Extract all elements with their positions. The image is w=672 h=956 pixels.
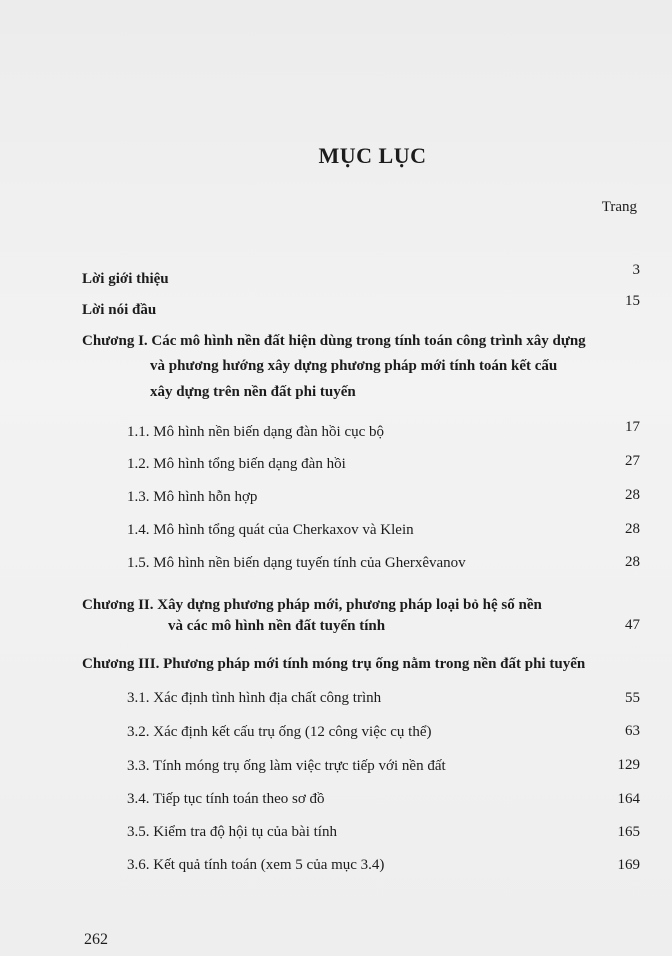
toc-entry-intro: Lời giới thiệu xyxy=(82,271,169,287)
toc-page-chapter-2: 47 xyxy=(625,617,640,633)
toc-section-3-3: 3.3. Tính móng trụ ống làm việc trực tiếp với nền đất xyxy=(127,758,446,774)
chapter-2-heading-line-2: và các mô hình nền đất tuyến tính xyxy=(168,618,386,634)
toc-section-1-5: 1.5. Mô hình nền biến dạng tuyến tính của Gherxêvanov xyxy=(127,555,466,571)
page-number: 262 xyxy=(84,931,108,948)
page-title: MỤC LỤC xyxy=(318,143,427,168)
toc-page-3-6: 169 xyxy=(617,857,640,873)
toc-section-3-4: 3.4. Tiếp tục tính toán theo sơ đồ xyxy=(127,791,325,807)
page-column-label: Trang xyxy=(601,199,637,215)
toc-section-1-1: 1.1. Mô hình nền biến dạng đàn hồi cục bộ xyxy=(127,424,385,440)
toc-page-1-3: 28 xyxy=(625,487,640,503)
toc-section-3-6: 3.6. Kết quả tính toán (xem 5 của mục 3.4) xyxy=(127,857,385,873)
chapter-2-heading-line-1: Chương II. Xây dựng phương pháp mới, phương pháp loại bỏ hệ số nền xyxy=(82,597,542,613)
toc-section-1-4: 1.4. Mô hình tổng quát của Cherkaxov và Klein xyxy=(127,522,414,538)
toc-page-3-5: 165 xyxy=(617,824,640,840)
toc-section-3-5: 3.5. Kiểm tra độ hội tụ của bài tính xyxy=(127,824,337,840)
toc-entry-preface: Lời nói đầu xyxy=(82,302,157,318)
toc-page-3-2: 63 xyxy=(625,723,640,739)
toc-page-3-4: 164 xyxy=(617,791,640,807)
toc-page-1-5: 28 xyxy=(625,554,640,570)
toc-section-1-2: 1.2. Mô hình tổng biến dạng đàn hồi xyxy=(127,456,346,472)
toc-section-3-2: 3.2. Xác định kết cấu trụ ống (12 công việc cụ thể) xyxy=(127,724,432,740)
chapter-3-heading: Chương III. Phương pháp mới tính móng trụ ống nằm trong nền đất phi tuyến xyxy=(82,656,586,672)
toc-section-1-3: 1.3. Mô hình hỗn hợp xyxy=(127,489,258,505)
toc-page-1-4: 28 xyxy=(625,521,640,537)
toc-section-3-1: 3.1. Xác định tình hình địa chất công trình xyxy=(127,690,382,706)
toc-page-intro: 3 xyxy=(632,262,640,278)
chapter-1-heading-line-2: và phương hướng xây dựng phương pháp mới tính toán kết cấu xyxy=(150,358,558,374)
chapter-1-heading-line-1: Chương I. Các mô hình nền đất hiện dùng trong tính toán công trình xây dựng xyxy=(82,333,586,349)
toc-page-1-1: 17 xyxy=(625,419,640,435)
toc-page-3-3: 129 xyxy=(617,757,640,773)
chapter-1-heading-line-3: xây dựng trên nền đất phi tuyến xyxy=(150,384,356,400)
toc-page-preface: 15 xyxy=(625,293,640,309)
toc-page-1-2: 27 xyxy=(625,453,640,469)
toc-page-3-1: 55 xyxy=(625,690,640,706)
